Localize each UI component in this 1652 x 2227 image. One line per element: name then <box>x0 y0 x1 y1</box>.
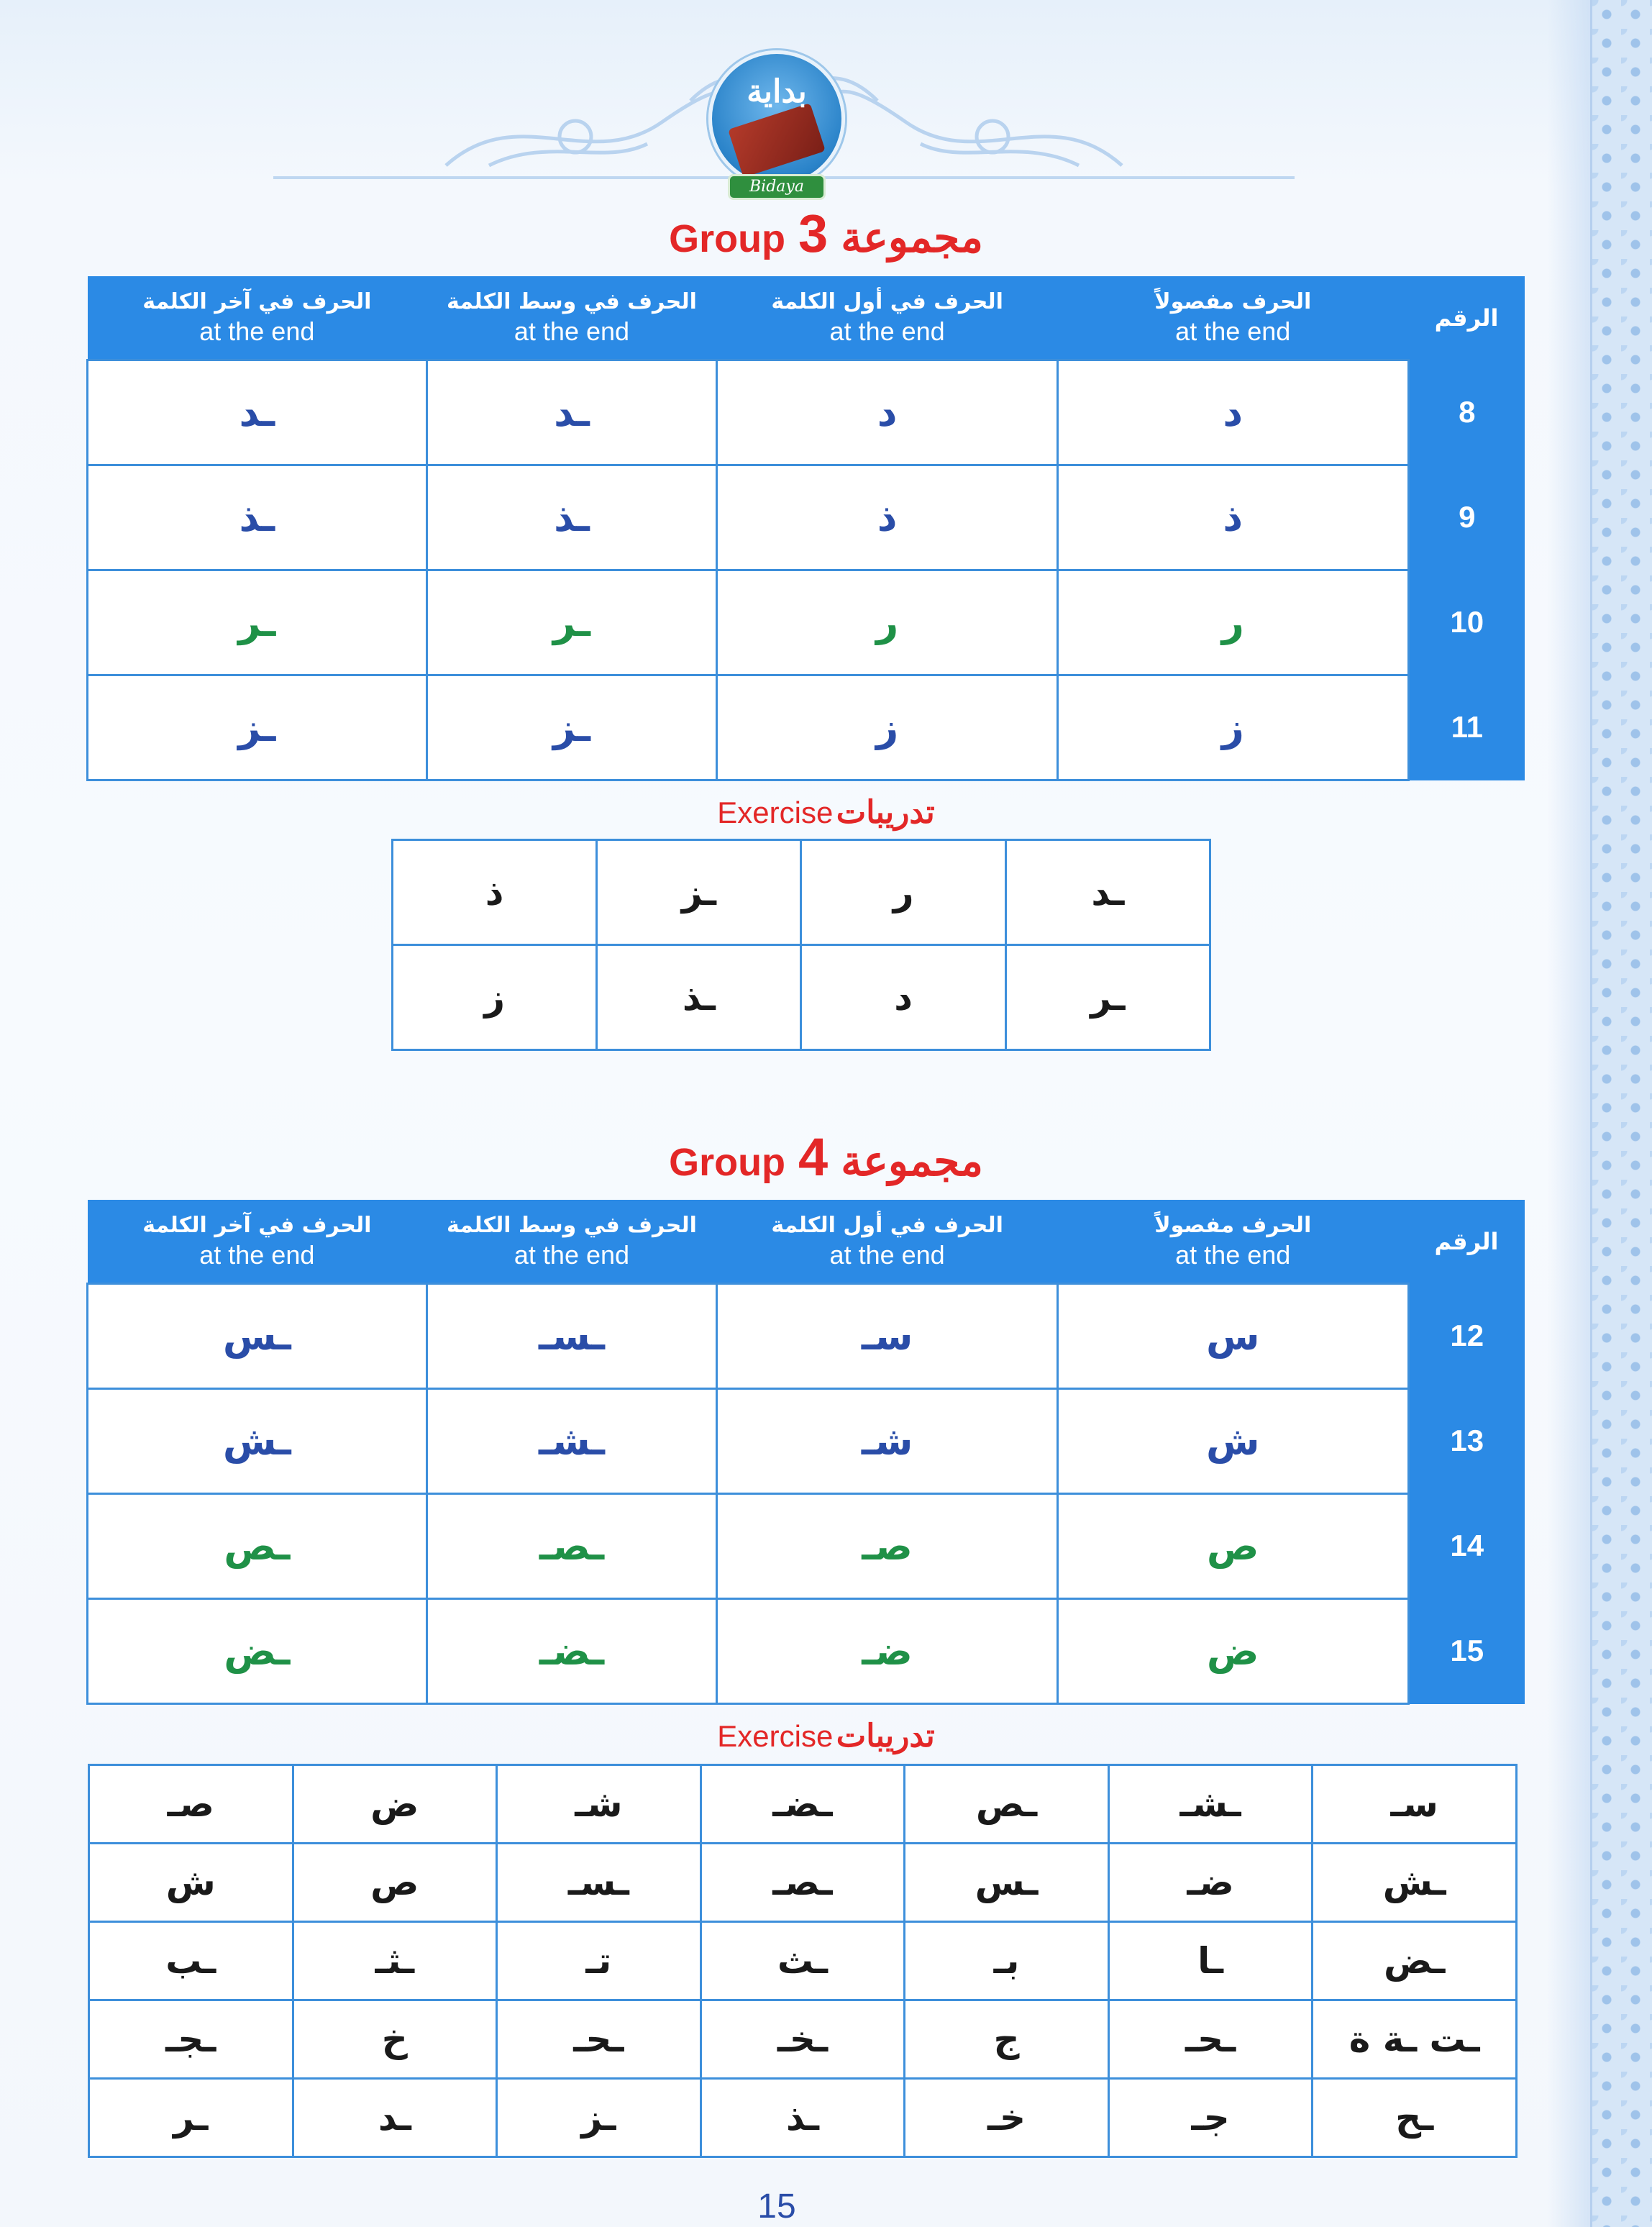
letter-beginning: سـ <box>717 1283 1058 1388</box>
exercise-cell: بـ <box>905 1922 1109 2000</box>
group4-letters-table <box>86 1200 1525 1705</box>
side-border-pattern <box>1590 0 1652 2227</box>
letter-end: ـر <box>88 570 427 675</box>
table-row <box>88 465 1525 570</box>
table-row <box>88 1283 1525 1388</box>
page-header <box>273 29 1295 196</box>
exercise-cell: تـ <box>497 1922 701 2000</box>
letter-middle: ـذ <box>426 465 717 570</box>
letter-end: ـض <box>88 1598 427 1703</box>
exercise-cell: ـش <box>1313 1844 1517 1922</box>
letter-middle: ـز <box>426 675 717 780</box>
group3-exercise-label: Exercise تدريبات <box>717 795 935 830</box>
table-row <box>88 360 1525 465</box>
exercise-cell: ـذ <box>597 945 801 1050</box>
table-row <box>89 2000 1517 2079</box>
row-number: 13 <box>1408 1388 1525 1493</box>
exercise-cell: د <box>801 945 1005 1050</box>
exercise-cell: ـض <box>1313 1922 1517 2000</box>
letter-end: ـش <box>88 1388 427 1493</box>
row-number: 15 <box>1408 1598 1525 1703</box>
group3-exercise-table <box>391 839 1211 1051</box>
letter-separate: ش <box>1057 1388 1408 1493</box>
exercise-cell: ـز <box>497 2079 701 2157</box>
letter-beginning: ز <box>717 675 1058 780</box>
col-header-end: الحرف في آخر الكلمة at the end <box>88 276 427 360</box>
group4-title-en: Group <box>669 1141 786 1184</box>
table-row <box>88 1388 1525 1493</box>
exercise-cell: ـس <box>905 1844 1109 1922</box>
col-header-beginning: الحرف في أول الكلمة at the end <box>717 276 1058 360</box>
table-row <box>393 945 1210 1050</box>
row-number: 12 <box>1408 1283 1525 1388</box>
table-row <box>89 2079 1517 2157</box>
group3-title-ar: مجموعة <box>841 214 983 261</box>
exercise-cell: ـصـ <box>700 1844 905 1922</box>
col-header-separate: الحرف مفصولاً at the end <box>1057 1200 1408 1283</box>
table-row <box>88 675 1525 780</box>
exercise-cell: ـص <box>905 1765 1109 1844</box>
exercise-cell: ـت ـة ة <box>1313 2000 1517 2079</box>
exercise-cell: شـ <box>497 1765 701 1844</box>
letter-middle: ـر <box>426 570 717 675</box>
exercise-cell: ش <box>89 1844 293 1922</box>
letter-end: ـز <box>88 675 427 780</box>
exercise-cell: ضـ <box>1108 1844 1313 1922</box>
group4-exercise-label: Exercise تدريبات <box>717 1718 935 1754</box>
letter-end: ـس <box>88 1283 427 1388</box>
exercise-cell: ـخـ <box>700 2000 905 2079</box>
exercise-cell: ـثـ <box>293 1922 497 2000</box>
exercise-cell: ز <box>393 945 597 1050</box>
exercise-cell: ـحـ <box>497 2000 701 2079</box>
col-header-middle: الحرف في وسط الكلمة at the end <box>426 276 717 360</box>
group4-title-ar: مجموعة <box>841 1138 983 1185</box>
exercise-cell: ـح <box>1313 2079 1517 2157</box>
side-border-shade <box>1547 0 1590 2227</box>
letter-separate: د <box>1057 360 1408 465</box>
table-row <box>88 1598 1525 1703</box>
table-row <box>88 570 1525 675</box>
group3-title-number: 3 <box>798 204 829 263</box>
letter-end: ـص <box>88 1493 427 1598</box>
exercise-cell: ـز <box>597 840 801 945</box>
exercise-cell: ـد <box>1005 840 1210 945</box>
group3-letters-table <box>86 276 1525 781</box>
group3-title-en: Group <box>669 217 786 260</box>
exercise-cell: ـث <box>700 1922 905 2000</box>
exercise-cell: ر <box>801 840 1005 945</box>
letter-separate: ص <box>1057 1493 1408 1598</box>
col-header-separate: الحرف مفصولاً at the end <box>1057 276 1408 360</box>
page-number: 15 <box>757 2187 796 2226</box>
exercise-cell: ـحـ <box>1108 2000 1313 2079</box>
letter-beginning: ذ <box>717 465 1058 570</box>
table-header-row <box>88 276 1525 360</box>
letter-middle: ـسـ <box>426 1283 717 1388</box>
col-header-number: الرقم <box>1408 1200 1525 1283</box>
letter-beginning: ر <box>717 570 1058 675</box>
exercise-cell: ـد <box>293 2079 497 2157</box>
col-header-number: الرقم <box>1408 276 1525 360</box>
row-number: 8 <box>1408 360 1525 465</box>
row-number: 9 <box>1408 465 1525 570</box>
group3-title <box>0 203 1652 264</box>
group4-title <box>0 1126 1652 1188</box>
exercise-cell: خ <box>293 2000 497 2079</box>
table-row <box>89 1765 1517 1844</box>
row-number: 10 <box>1408 570 1525 675</box>
table-row <box>89 1922 1517 2000</box>
exercise-cell: سـ <box>1313 1765 1517 1844</box>
letter-separate: ض <box>1057 1598 1408 1703</box>
exercise-cell: ـجـ <box>89 2000 293 2079</box>
table-row <box>393 840 1210 945</box>
exercise-cell: ـا <box>1108 1922 1313 2000</box>
letter-separate: س <box>1057 1283 1408 1388</box>
exercise-cell: ـر <box>89 2079 293 2157</box>
exercise-cell: خـ <box>905 2079 1109 2157</box>
exercise-cell: ـب <box>89 1922 293 2000</box>
row-number: 14 <box>1408 1493 1525 1598</box>
table-row <box>89 1844 1517 1922</box>
letter-beginning: ضـ <box>717 1598 1058 1703</box>
letter-middle: ـد <box>426 360 717 465</box>
exercise-cell: ـسـ <box>497 1844 701 1922</box>
letter-middle: ـضـ <box>426 1598 717 1703</box>
exercise-cell: ج <box>905 2000 1109 2079</box>
letter-separate: ر <box>1057 570 1408 675</box>
exercise-cell: ذ <box>393 840 597 945</box>
letter-middle: ـشـ <box>426 1388 717 1493</box>
table-row <box>88 1493 1525 1598</box>
exercise-cell: ص <box>293 1844 497 1922</box>
letter-middle: ـصـ <box>426 1493 717 1598</box>
group4-exercise-table <box>88 1764 1518 2158</box>
exercise-cell: جـ <box>1108 2079 1313 2157</box>
col-header-middle: الحرف في وسط الكلمة at the end <box>426 1200 717 1283</box>
exercise-cell: ـشـ <box>1108 1765 1313 1844</box>
col-header-end: الحرف في آخر الكلمة at the end <box>88 1200 427 1283</box>
col-header-beginning: الحرف في أول الكلمة at the end <box>717 1200 1058 1283</box>
letter-beginning: د <box>717 360 1058 465</box>
logo-tag: Bidaya <box>728 174 826 200</box>
letter-end: ـذ <box>88 465 427 570</box>
group4-title-number: 4 <box>798 1127 829 1187</box>
table-header-row <box>88 1200 1525 1283</box>
exercise-cell: ض <box>293 1765 497 1844</box>
row-number: 11 <box>1408 675 1525 780</box>
exercise-cell: ـذ <box>700 2079 905 2157</box>
letter-separate: ذ <box>1057 465 1408 570</box>
letter-beginning: شـ <box>717 1388 1058 1493</box>
exercise-cell: ـضـ <box>700 1765 905 1844</box>
letter-end: ـد <box>88 360 427 465</box>
logo-title: بداية <box>747 73 807 110</box>
exercise-cell: ـر <box>1005 945 1210 1050</box>
letter-separate: ز <box>1057 675 1408 780</box>
exercise-cell: صـ <box>89 1765 293 1844</box>
letter-beginning: صـ <box>717 1493 1058 1598</box>
